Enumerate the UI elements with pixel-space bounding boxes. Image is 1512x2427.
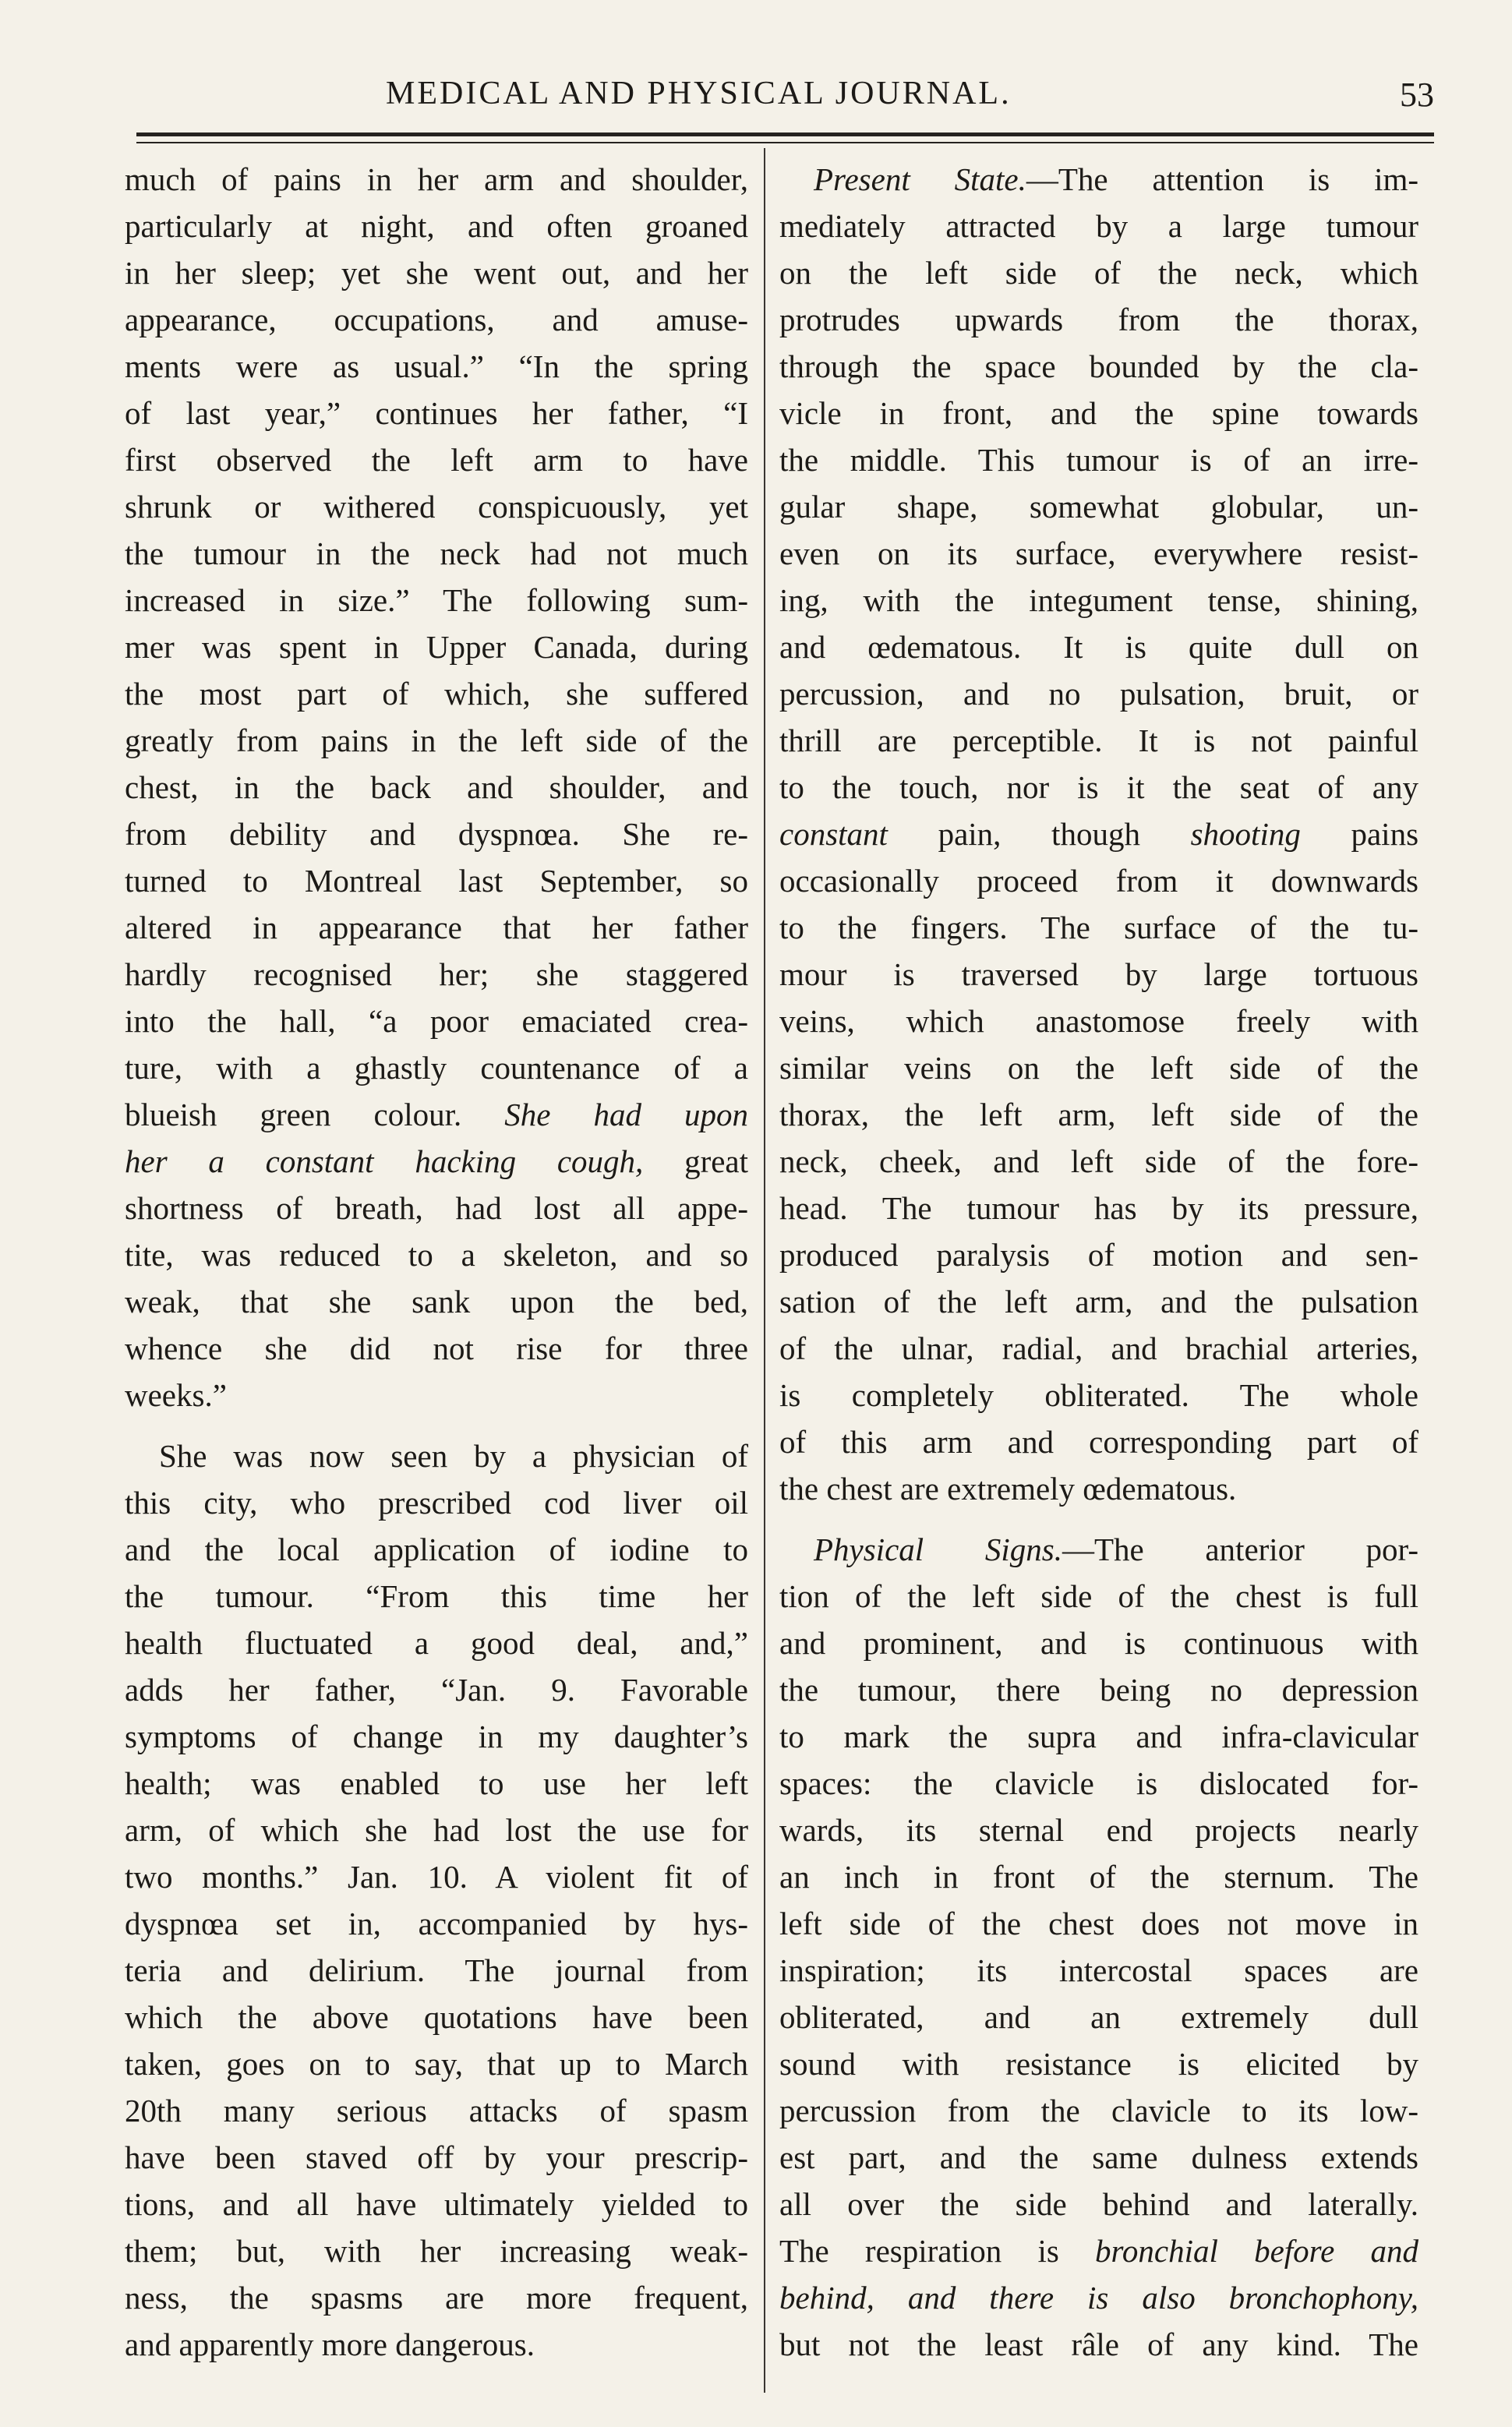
paragraph (125, 156, 748, 1418)
header-rule-thin (136, 142, 1434, 143)
paragraph-gap (125, 1418, 748, 1433)
italic-run: constant (779, 816, 888, 852)
text-line: sound with resistance is elicited by (779, 2046, 1418, 2082)
italic-run: shooting (1190, 816, 1301, 852)
text-line: from debility and dyspnœa. She re- (125, 816, 748, 852)
text-line: arm, of which she had lost the use for (125, 1812, 748, 1848)
text-run: great (684, 1143, 749, 1179)
text-line: through the space bounded by the cla- (779, 348, 1418, 384)
text-line: of the ulnar, radial, and brachial arteries, (779, 1330, 1418, 1366)
text-line: of last year,” continues her father, “I (125, 395, 748, 431)
text-line: mer was spent in Upper Canada, during (125, 629, 748, 665)
right-column (779, 156, 1418, 2368)
text-run: pains (1351, 816, 1419, 852)
text-line: the most part of which, she suffered (125, 676, 748, 712)
text-line: sation of the left arm, and the pulsation (779, 1284, 1418, 1319)
text-line: but not the least râle of any kind. The (779, 2326, 1418, 2362)
text-line: the middle. This tumour is of an irre- (779, 442, 1418, 478)
italic-run: bronchial before and (1094, 2233, 1418, 2269)
text-line: thrill are perceptible. It is not painful (779, 722, 1418, 758)
text-line: taken, goes on to say, that up to March (125, 2046, 748, 2082)
text-line: health fluctuated a good deal, and,” (125, 1625, 748, 1661)
text-line: turned to Montreal last September, so (125, 863, 748, 899)
text-line: the tumour, there being no depression (779, 1672, 1418, 1708)
paragraph (779, 1526, 1418, 2368)
text-line: have been staved off by your prescrip- (125, 2139, 748, 2175)
text-line: greatly from pains in the left side of the (125, 722, 748, 758)
text-line: obliterated, and an extremely dull (779, 1999, 1418, 2035)
text-line (779, 156, 1418, 203)
text-line: hardly recognised her; she staggered (125, 956, 748, 992)
text-line: to the fingers. The surface of the tu- (779, 910, 1418, 945)
text-line: of this arm and corresponding part of (779, 1424, 1418, 1460)
text-run: pain, though (938, 816, 1140, 852)
text-line: mediately attracted by a large tumour (779, 208, 1418, 244)
text-line: symptoms of change in my daughter’s (125, 1719, 748, 1754)
text-line: particularly at night, and often groaned (125, 208, 748, 244)
text-run: —The anterior por- (1062, 1531, 1418, 1567)
text-line: the tumour. “From this time her (125, 1578, 748, 1614)
text-line: veins, which anastomose freely with (779, 1003, 1418, 1039)
text-line (779, 811, 1418, 857)
text-line: the tumour in the neck had not much (125, 535, 748, 571)
text-line: them; but, with her increasing weak- (125, 2233, 748, 2269)
text-line: gular shape, somewhat globular, un- (779, 489, 1418, 525)
text-line: left side of the chest does not move in (779, 1906, 1418, 1941)
text-line: whence she did not rise for three (125, 1330, 748, 1366)
text-line: to the touch, nor is it the seat of any (779, 769, 1418, 805)
text-line: dyspnœa set in, accompanied by hys- (125, 1906, 748, 1941)
text-line: wards, its sternal end projects nearly (779, 1812, 1418, 1848)
text-line: ness, the spasms are more frequent, (125, 2280, 748, 2316)
text-line: two months.” Jan. 10. A violent fit of (125, 1859, 748, 1895)
column-divider (764, 148, 765, 2393)
text-line: this city, who prescribed cod liver oil (125, 1485, 748, 1521)
text-run: The respiration is (779, 2233, 1059, 2269)
text-line: spaces: the clavicle is dislocated for- (779, 1765, 1418, 1801)
text-line (125, 1091, 748, 1138)
text-line: shrunk or withered conspicuously, yet (125, 489, 748, 525)
text-line: inspiration; its intercostal spaces are (779, 1952, 1418, 1988)
text-line: first observed the left arm to have (125, 442, 748, 478)
text-line: similar veins on the left side of the (779, 1050, 1418, 1086)
text-line: tite, was reduced to a skeleton, and so (125, 1237, 748, 1273)
text-line: percussion from the clavicle to its low- (779, 2093, 1418, 2128)
left-column (125, 156, 748, 2368)
text-line: weak, that she sank upon the bed, (125, 1284, 748, 1319)
header-rule-thick (136, 132, 1434, 136)
text-line: all over the side behind and laterally. (779, 2186, 1418, 2222)
text-line: in her sleep; yet she went out, and her (125, 255, 748, 291)
text-line: even on its surface, everywhere resist- (779, 535, 1418, 571)
text-line: 20th many serious attacks of spasm (125, 2093, 748, 2128)
text-line: increased in size.” The following sum- (125, 582, 748, 618)
text-line (779, 2227, 1418, 2274)
paragraph (125, 1433, 748, 2368)
text-line: vicle in front, and the spine towards (779, 395, 1418, 431)
text-line: produced paralysis of motion and sen- (779, 1237, 1418, 1273)
text-line: neck, cheek, and left side of the fore- (779, 1143, 1418, 1179)
text-line: and the local application of iodine to (125, 1531, 748, 1567)
italic-run: behind, and there is also bronchophony, (779, 2280, 1418, 2316)
running-title: MEDICAL AND PHYSICAL JOURNAL. (386, 76, 1012, 111)
section-heading: Present State. (814, 161, 1026, 197)
text-line: and apparently more dangerous. (125, 2326, 535, 2362)
text-line: and prominent, and is continuous with (779, 1625, 1418, 1661)
text-line: chest, in the back and shoulder, and (125, 769, 748, 805)
text-line: occasionally proceed from it downwards (779, 863, 1418, 899)
text-line: percussion, and no pulsation, bruit, or (779, 676, 1418, 712)
text-line: to mark the supra and infra-clavicular (779, 1719, 1418, 1754)
paragraph (779, 156, 1418, 1512)
text-line: the chest are extremely œdematous. (779, 1471, 1237, 1507)
text-line: which the above quotations have been (125, 1999, 748, 2035)
page-number: 53 (1400, 76, 1434, 114)
text-line: an inch in front of the sternum. The (779, 1859, 1418, 1895)
text-line: protrudes upwards from the thorax, (779, 302, 1418, 337)
text-line: est part, and the same dulness extends (779, 2139, 1418, 2175)
text-line: head. The tumour has by its pressure, (779, 1190, 1418, 1226)
text-line: tions, and all have ultimately yielded to (125, 2186, 748, 2222)
text-run: —The attention is im- (1026, 161, 1418, 197)
text-line: appearance, occupations, and amuse- (125, 302, 748, 337)
text-line: and œdematous. It is quite dull on (779, 629, 1418, 665)
text-line (779, 2274, 1418, 2321)
text-line: ing, with the integument tense, shining, (779, 582, 1418, 618)
text-line: mour is traversed by large tortuous (779, 956, 1418, 992)
text-line: ture, with a ghastly countenance of a (125, 1050, 748, 1086)
text-line: She was now seen by a physician of (159, 1438, 748, 1474)
page-header (117, 69, 1434, 123)
text-line: teria and delirium. The journal from (125, 1952, 748, 1988)
text-line: on the left side of the neck, which (779, 255, 1418, 291)
text-line: much of pains in her arm and shoulder, (125, 161, 748, 197)
text-line: health; was enabled to use her left (125, 1765, 748, 1801)
text-line: altered in appearance that her father (125, 910, 748, 945)
text-line: weeks.” (125, 1377, 227, 1413)
text-line (125, 1138, 748, 1185)
text-line (779, 1526, 1418, 1573)
text-line: into the hall, “a poor emaciated crea- (125, 1003, 748, 1039)
text-line: is completely obliterated. The whole (779, 1377, 1418, 1413)
text-line: adds her father, “Jan. 9. Favorable (125, 1672, 748, 1708)
text-line: tion of the left side of the chest is full (779, 1578, 1418, 1614)
text-line: shortness of breath, had lost all appe- (125, 1190, 748, 1226)
italic-run: She had upon (504, 1097, 748, 1132)
text-line: ments were as usual.” “In the spring (125, 348, 748, 384)
text-run: blueish green colour. (125, 1097, 462, 1132)
section-heading: Physical Signs. (814, 1531, 1062, 1567)
text-line: thorax, the left arm, left side of the (779, 1097, 1418, 1132)
italic-run: her a constant hacking cough, (125, 1143, 644, 1179)
paragraph-gap (779, 1512, 1418, 1526)
